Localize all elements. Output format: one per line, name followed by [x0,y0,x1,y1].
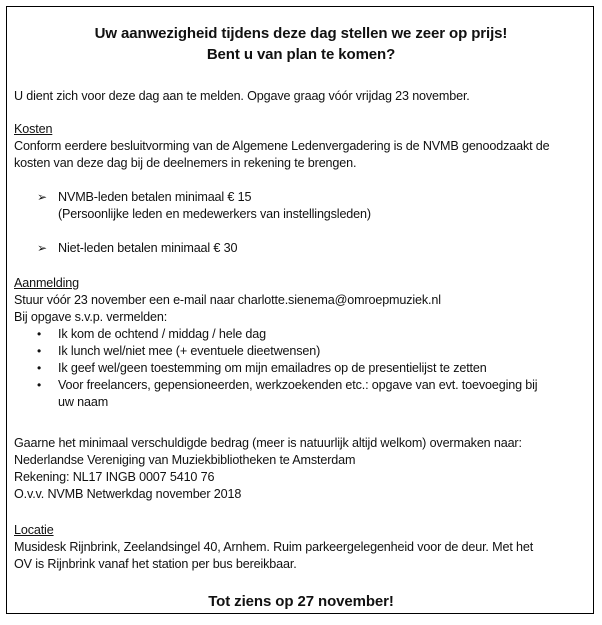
closing-text: Tot ziens op 27 november! [208,593,394,610]
aanmelding-item-4: Voor freelancers, gepensioneerden, werkzoekenden etc.: opgave van evt. toevoeging bij [58,378,538,392]
kosten-item-1-line-1: NVMB-leden betalen minimaal € 15 [58,190,252,204]
kosten-item-1-line-2: (Persoonlijke leden en medewerkers van instellingsleden) [58,207,371,221]
kosten-text-line-1: Conform eerdere besluitvorming van de Algemene Ledenvergadering is de NVMB genoodzaakt de [14,139,550,153]
aanmelding-item-1: Ik kom de ochtend / middag / hele dag [58,327,266,341]
locatie-line-1: Musidesk Rijnbrink, Zeelandsingel 40, Arnhem. Ruim parkeergelegenheid voor de deur. Met het [14,540,534,554]
aanmelding-item-2: Ik lunch wel/niet mee (+ eventuele dieetwensen) [58,344,321,358]
betaling-line-1: Gaarne het minimaal verschuldigde bedrag (meer is natuurlijk altijd welkom) overmaken naar: [14,436,522,450]
betaling-line-2: Nederlandse Vereniging van Muziekbibliotheken te Amsterdam [14,453,356,467]
arrow-bullet-icon: ➢ [37,241,48,255]
locatie-line-2: OV is Rijnbrink vanaf het station per bus bereikbaar. [14,557,297,571]
aanmelding-item-3: Ik geef wel/geen toestemming om mijn emailadres op de presentielijst te zetten [58,361,487,375]
intro-text: U dient zich voor deze dag aan te melden. Opgave graag vóór vrijdag 23 november. [14,89,470,103]
kosten-item-2: Niet-leden betalen minimaal € 30 [58,241,238,255]
aanmelding-line-1: Stuur vóór 23 november een e-mail naar charlotte.sienema@omroepmuziek.nl [14,293,441,307]
aanmelding-item-4-cont: uw naam [58,395,109,409]
bullet-icon: • [37,327,42,341]
locatie-title: Locatie [14,523,54,537]
betaling-line-4: O.v.v. NVMB Netwerkdag november 2018 [14,487,242,501]
bullet-icon: • [37,344,42,358]
bullet-icon: • [37,378,42,392]
arrow-bullet-icon: ➢ [37,190,48,204]
betaling-line-3: Rekening: NL17 INGB 0007 5410 76 [14,470,215,484]
kosten-title: Kosten [14,122,53,136]
aanmelding-title: Aanmelding [14,276,80,290]
heading-line-1: Uw aanwezigheid tijdens deze dag stellen we zeer op prijs! [94,25,508,42]
aanmelding-line-2: Bij opgave s.v.p. vermelden: [14,310,168,324]
kosten-text-line-2: kosten van deze dag bij de deelnemers in rekening te brengen. [14,156,357,170]
heading-line-2: Bent u van plan te komen? [206,46,396,63]
bullet-icon: • [37,361,42,375]
